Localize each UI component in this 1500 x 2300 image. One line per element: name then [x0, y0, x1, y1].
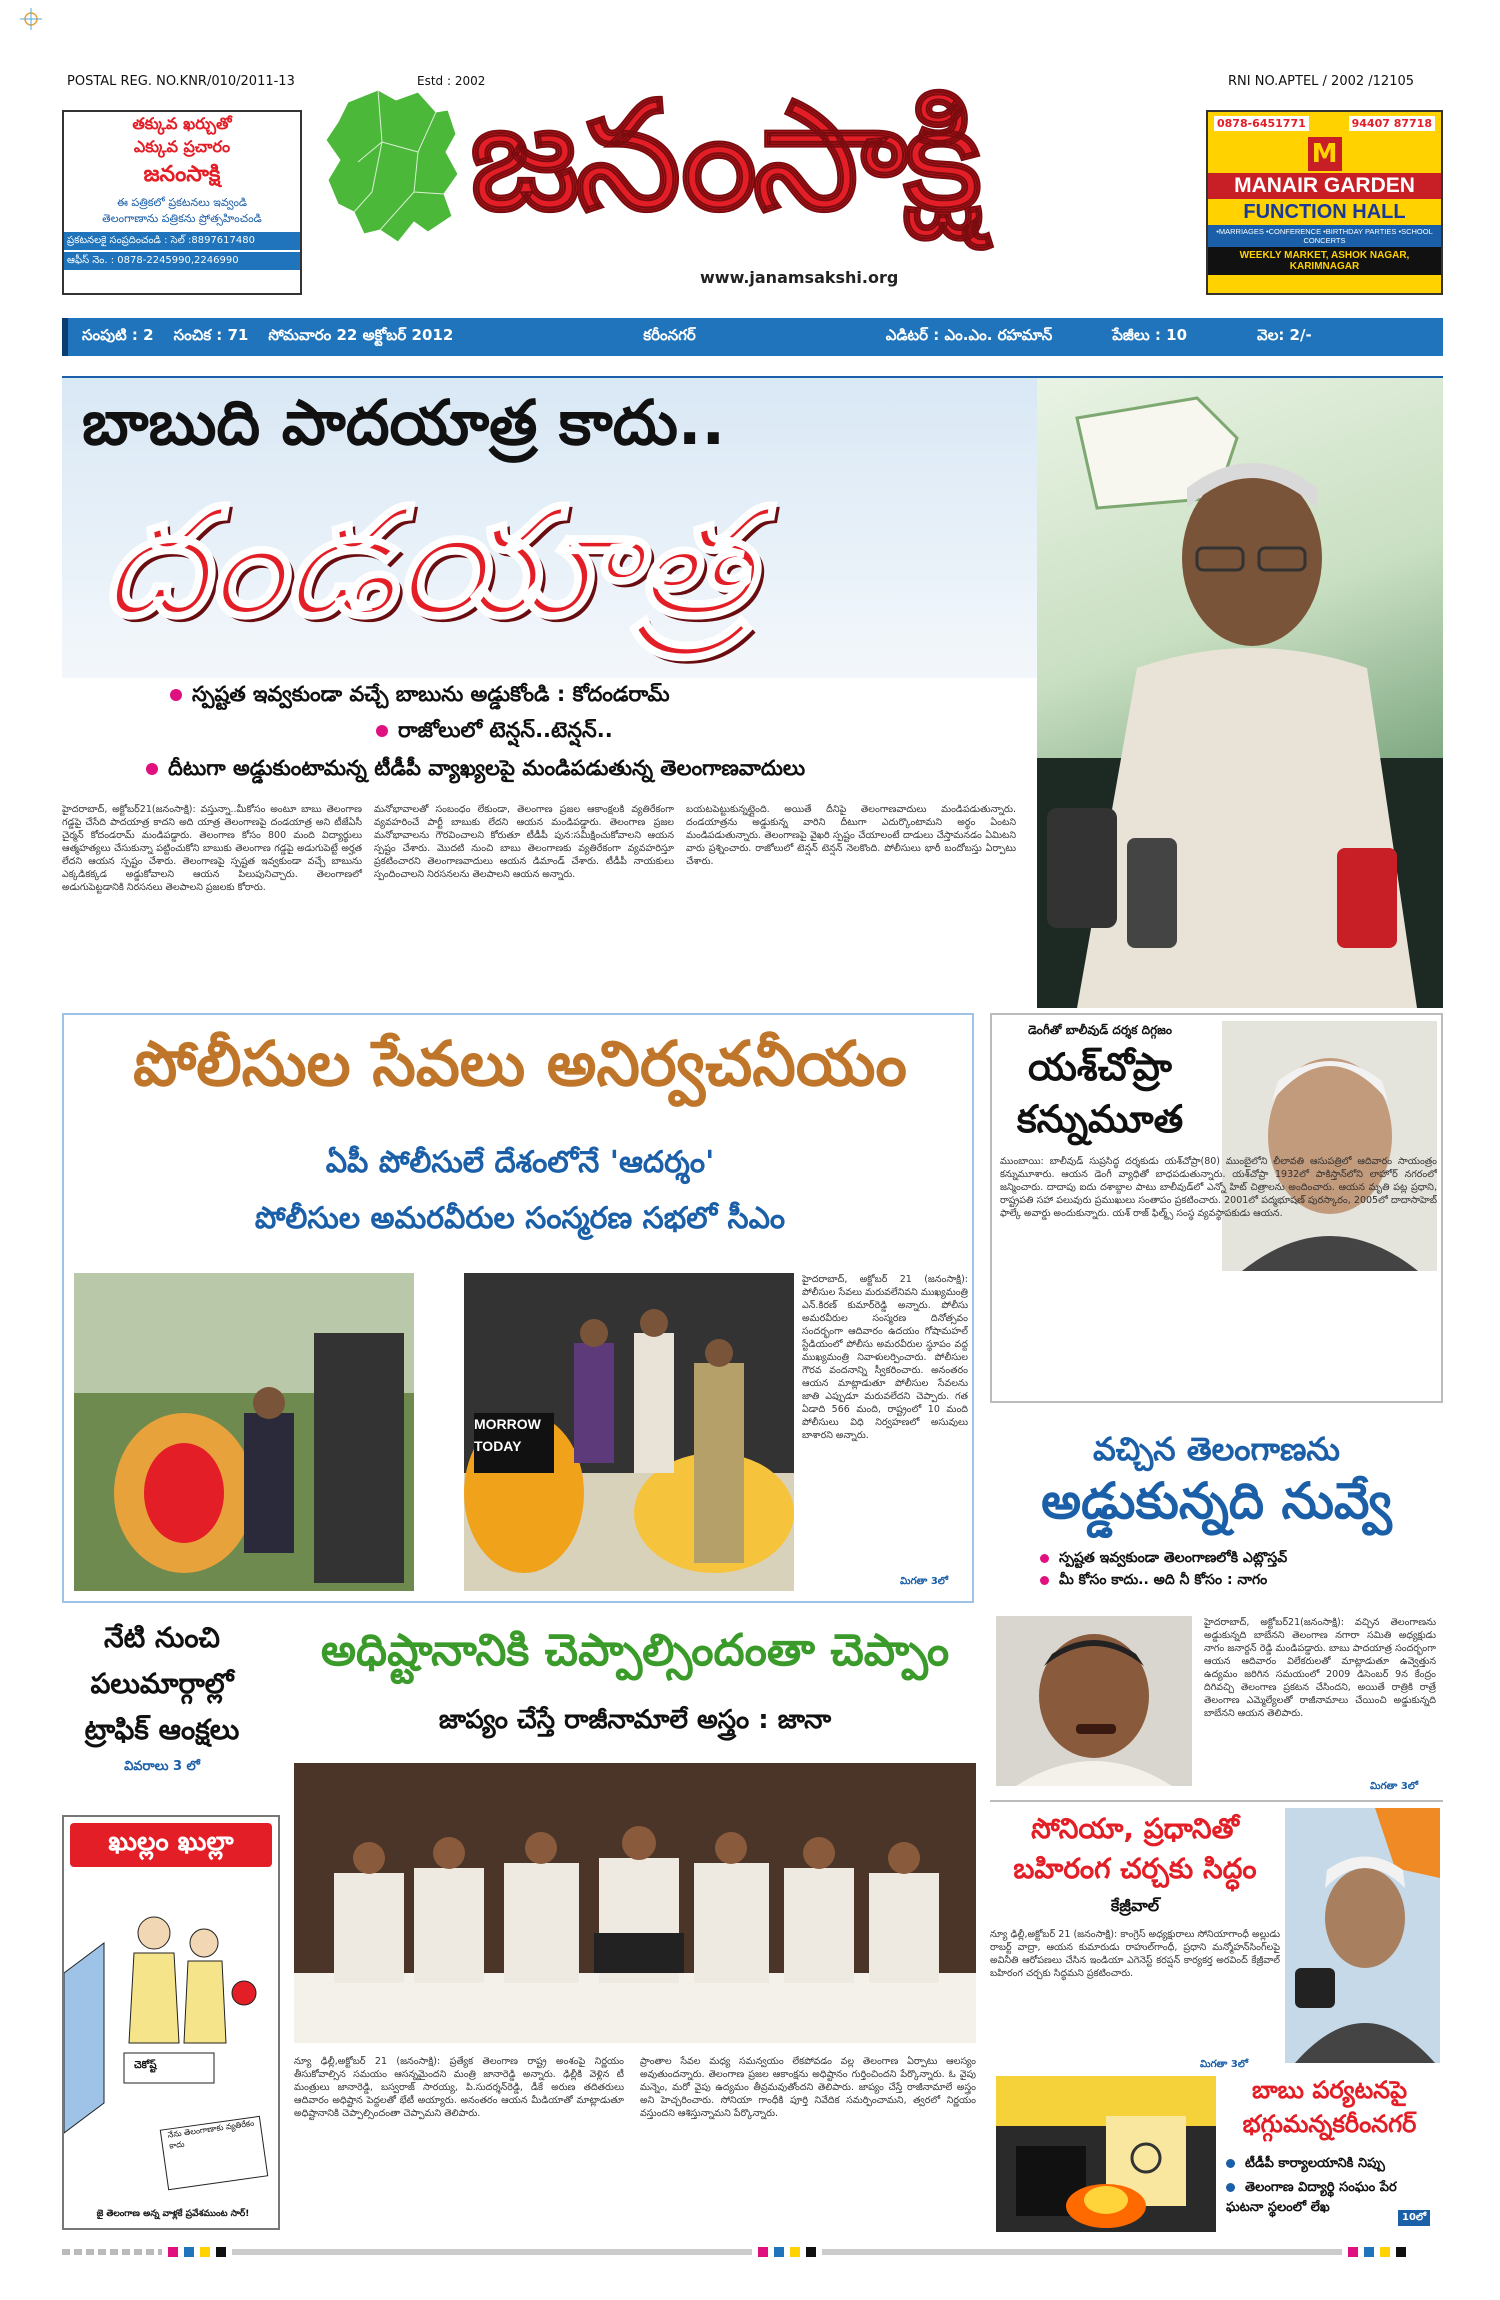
- left-ad-line1: తక్కువ ఖర్చుతో: [132, 114, 232, 133]
- lead-story: [62, 376, 1443, 1006]
- nagam-photo: [996, 1616, 1192, 1786]
- babu-line2: భగ్గుమన్నకరీంనగర్: [1242, 2110, 1417, 2138]
- sonia-sub: కేజ్రీవాల్: [1110, 1896, 1160, 1915]
- pages: పేజీలు : 10: [1112, 326, 1188, 344]
- vachina-bullet-2: మీ కోసం కాదు.. అది నీ కోసం : నాగం: [1040, 1572, 1287, 1594]
- left-ad-line2: ఎక్కువ ప్రచారం: [133, 137, 231, 156]
- traffic-more[interactable]: వివరాలు 3 లో: [124, 1759, 200, 1774]
- babu-section: [990, 2070, 1443, 2238]
- babu-line1: బాబు పర్యటనపై: [1251, 2076, 1408, 2104]
- editor: ఎడిటర్ : ఎం.ఎం. రహమాన్: [885, 326, 1053, 344]
- babu-more[interactable]: 10లో: [1398, 2210, 1430, 2226]
- right-ad-sub: FUNCTION HALL: [1243, 201, 1406, 223]
- lead-bullet-2: రాజోలులో టెన్షన్..టెన్షన్..: [170, 712, 805, 748]
- yash-headline1: యశ్‌చోప్రా: [1028, 1045, 1172, 1089]
- telangana-map-icon: [318, 82, 468, 250]
- established-year: Estd : 2002: [417, 74, 486, 88]
- left-ad-line3: ఈ పత్రికలో ప్రకటనలు ఇవ్వండి: [116, 196, 248, 209]
- adhishtanam-photo: [294, 1763, 976, 2043]
- lead-body-col2: మనోభావాలతో సంబంధం లేకుండా, తెలంగాణ ప్రజల ఆకాంక్షలకి వ్యతిరేకంగా వ్యవహరించే పార్టీ బాబుకు లేదని ఆయన మండిపడ్డారు. తెలంగాణ ప్రజల మనోభావాలను గౌరవించాలని కోరుతూ టీడీపీ పున:సమీక్షించుకోవాలని ఆయన స్పష్టం చేశారు. మొదటి నుంచి బాబు తెలంగాణకు వ్యతిరేకంగా వ్యవహరిస్తూ ప్రకటించారని తెలంగాణవాదులు ఆయన డిమాండ్ చేశారు. టీడీపీ నాయకులు స్పందించాలని నిరసనలను తెలపాలని ఆయన అన్నారు.: [374, 804, 674, 880]
- nagam-section: [990, 1610, 1443, 1795]
- registration-bar: [62, 2246, 1443, 2258]
- manair-logo: M: [1308, 137, 1342, 171]
- babu-bullet-2: తెలంగాణ విద్యార్థి సంఘం పేర ఘటనా స్థలంలో లేఖ: [1226, 2180, 1397, 2215]
- vachina-section: [990, 1410, 1443, 1600]
- vachina-line1: వచ్చిన తెలంగాణను: [1093, 1430, 1340, 1468]
- right-ad-phone1: 0878-6451771: [1214, 116, 1309, 131]
- right-ad-name: MANAIR GARDEN: [1208, 173, 1441, 199]
- fire-photo: [996, 2076, 1216, 2232]
- right-ad-address: WEEKLY MARKET, ASHOK NAGAR, KARIMNAGAR: [1208, 247, 1441, 275]
- lead-body-col3: బయటపెట్టుకున్నట్లైంది. అయితే దీనిపై తెలంగాణవాదులు మండిపడుతున్నారు. దండయాత్రను అడ్డుకున్న వారిని దీటుగా ఎదుర్కొంటామని అర్థం ఏంటని మండిపడుతున్నారు. తెలంగాణపై వైఖరి స్పష్టం చేయాలంటే దాడులు చేస్తామనడం ఏమిటని వారు ప్రశ్నించారు. రాజోలులో టెన్షన్ టెన్షన్ నెలకొంది. పోలీసులు భారీ బందోబస్తు ఏర్పాటు చేశారు.: [686, 804, 1016, 867]
- yash-kicker: డెంగీతో బాలీవుడ్ దర్శక దిగ్గజం: [1028, 1023, 1172, 1037]
- right-ad-services: •MARRIAGES •CONFERENCE •BIRTHDAY PARTIES •SCHOOL CONCERTS: [1208, 225, 1441, 247]
- sonia-line2: బహిరంగ చర్చకు సిద్ధం: [1013, 1852, 1257, 1885]
- adhishtanam-section: [290, 1615, 980, 2235]
- nagam-more[interactable]: మిగతా 3లో: [1370, 1781, 1419, 1792]
- cartoon-section: [62, 1815, 280, 2230]
- postal-reg: POSTAL REG. NO.KNR/010/2011-13: [67, 74, 295, 89]
- left-ad-office: ఆఫీస్ నెం. : 0878-2245990,2246990: [64, 252, 300, 270]
- newspaper-title: జనంసాక్షి: [470, 70, 978, 244]
- kejriwal-photo: [1285, 1808, 1440, 2063]
- info-bar: [62, 318, 1443, 356]
- police-photo-2: [464, 1273, 794, 1591]
- left-ad-brand: జనంసాక్షి: [143, 162, 221, 187]
- cartoon-title: ఖుల్లం ఖుల్లా: [70, 1823, 272, 1867]
- traffic-line3: ట్రాఫిక్ ఆంక్షలు: [84, 1713, 240, 1746]
- traffic-section: [62, 1615, 262, 1805]
- date: సోమవారం 22 అక్టోబర్ 2012: [268, 326, 454, 344]
- adhishtanam-body-col1: న్యూ ఢిల్లీ,అక్టోబర్ 21 (జనంసాక్షి): ప్రత్యేక తెలంగాణ రాష్ట్ర అంశంపై నిర్ణయం తీసుకోవాల్సిన సమయం ఆసన్నమైందని మంత్రి జానారెడ్డి అన్నారు. ఢిల్లీకి వెళ్లిన టీ మంత్రులు జానారెడ్డి, బస్వరాజ్ సారయ్య, పి.సుదర్శన్‌రెడ్డి, డీకే అరుణ తదితరులు ఆదివారం అధిష్టాన పెద్దలతో భేటీ అయ్యారు. అనంతరం ఆయన మీడియాతో మాట్లాడుతూ అధిష్టానానికి చెప్పాల్సిందంతా చెప్పామని తెలిపారు.: [294, 2056, 624, 2119]
- police-sub1: ఏపీ పోలీసులే దేశంలోనే 'ఆదర్శం': [325, 1145, 715, 1180]
- sonia-section: [990, 1800, 1443, 2070]
- yash-headline2: కన్నుమూత: [1016, 1097, 1184, 1141]
- adhishtanam-headline: అధిష్టానానికి చెప్పాల్సిందంతా చెప్పాం: [320, 1625, 950, 1676]
- yash-body: ముంబాయి: బాలీవుడ్ సుప్రసిద్ధ దర్శకుడు యశ్‌చోప్రా(80) ముంబైలోని లీలావతి ఆసుపత్రిలో ఆదివారం సాయంత్రం కన్నుమూశారు. ఆయన డెంగీ వ్యాధితో బాధపడుతున్నారు. యశ్‌చోప్రా 1932లో పాకిస్తాన్‌లోని లాహోర్ నగరంలో జన్మించారు. దాదాపు ఐదు దశాబ్దాల పాటు బాలీవుడ్‌లో ఎన్నో హిట్ చిత్రాలను అందించారు. ఆయన మృతి పట్ల ప్రధాని, రాష్ట్రపతి సహా పలువురు ప్రముఖులు సంతాపం ప్రకటించారు. 2001లో పద్మభూషణ్ పురస్కారం, 2005లో దాదాసాహెబ్ ఫాల్కే అవార్డు అందుకున్నారు. యశ్ రాజ్ ఫిల్మ్స్ సంస్థ వ్యవస్థాపకుడు ఆయన.: [1000, 1156, 1437, 1219]
- adhishtanam-sub: జాప్యం చేస్తే రాజీనామాలే అస్త్రం : జానా: [438, 1705, 832, 1735]
- lead-headline: దండయాత్ర: [102, 476, 753, 650]
- right-ad-box: [1206, 110, 1443, 295]
- vachina-line2: అడ్డుకున్నది నువ్వే: [1041, 1472, 1392, 1530]
- police-photo-sign: MORROW TODAY: [474, 1416, 541, 1454]
- traffic-line2: పలుమార్గాల్లో: [90, 1667, 234, 1700]
- cartoon-illustration: [64, 1873, 278, 2203]
- nagam-body: హైదరాబాద్, అక్టోబర్21(జనంసాక్షి): వచ్చిన తెలంగాణను అడ్డుకున్నది బాబేనని తెలంగాణ నగారా సమితి అధ్యక్షుడు నాగం జనార్దన్ రెడ్డి మండిపడ్డారు. బాబు పాదయాత్ర సందర్భంగా ఆయన ఆదివారం విలేకరులతో మాట్లాడుతూ ఉవ్వెత్తున ఉద్యమం జరిగిన సమయంలో 2009 డిసెంబర్ 9న కేంద్రం దిగివచ్చి తెలంగాణ ప్రకటన చేసిందని, అయితే రాత్రికి రాత్రే తెలంగాణ ఎమ్మెల్యేలతో రాజీనామాలు చేయించి అడ్డుకున్నది బాబేనని ఆయన తెలిపారు.: [1204, 1617, 1436, 1719]
- right-ad-phone2: 94407 87718: [1349, 116, 1435, 131]
- police-section: [62, 1013, 974, 1603]
- lead-body-col1: హైదరాబాద్, అక్టోబర్21(జనంసాక్షి): వస్తున్నా..మీకోసం అంటూ బాబు తెలంగాణ గడ్డపై చేసేది పాదయాత్ర కాదని అది యాత్ర తెలంగాణపై దండయాత్ర అని టీజేఏసీ చైర్మన్ కోదండరామ్ మండిపడ్డారు. తెలంగాణ కోసం 800 మంది విద్యార్థులు ఆత్మహత్యలు చేసుకున్నా పట్టించుకోని బాబుకు తెలంగాణ గడ్డపై అడుగుపెట్టే అర్హత లేదని ఆయన స్పష్టం చేశారు. తెలంగాణపై స్పష్టత ఇవ్వకుండా వచ్చే బాబును ఎక్కడికక్కడ అడ్డుకోవాలని ఆయన పిలుపునిచ్చారు. తెలంగాణలో అడుగుపెట్టడానికి నిరసనలు తెలపాలని ప్రజలకు కోరారు.: [62, 804, 362, 893]
- sonia-line1: సోనియా, ప్రధానితో: [1031, 1812, 1239, 1845]
- city: కరీంనగర్: [643, 326, 696, 344]
- price: వెల: 2/-: [1257, 326, 1312, 344]
- lead-kicker: బాబుది పాదయాత్ర కాదు..: [82, 386, 726, 459]
- police-headline: పోలీసుల సేవలు అనిర్వచనీయం: [133, 1027, 907, 1100]
- lead-photo: [1037, 378, 1443, 1008]
- left-ad-box: [62, 110, 302, 295]
- adhishtanam-body-col2: ప్రాంతాల సేవల మధ్య సమన్వయం లేకపోవడం వల్ల తెలంగాణ ఏర్పాటు ఆలస్యం అవుతుందన్నారు. తెలంగాణ ప్రజల ఆకాంక్షను అధిష్టానం గుర్తించిందని పేర్కొన్నారు. ఓ వైపు మన్నెం, మరో వైపు ఉద్యమం తీవ్రమవుతోందని తెలిపారు. జాప్యం చేస్తే రాజీనామాలే అస్త్రం అని హెచ్చరించారు. సోనియా గాంధీకి పూర్తి నివేదిక సమర్పించామని, త్వరలో నిర్ణయం వస్తుందని ఆశిస్తున్నామని పేర్కొన్నారు.: [640, 2056, 976, 2119]
- police-sub2: పోలీసుల అమరవీరుల సంస్మరణ సభలో సీఎం: [254, 1201, 786, 1236]
- police-photo-1: [74, 1273, 414, 1591]
- left-ad-line4: తెలంగాణాను పత్రికను ప్రోత్సహించండి: [102, 212, 262, 225]
- police-more[interactable]: మిగతా 3లో: [900, 1576, 949, 1587]
- traffic-line1: నేటి నుంచి: [103, 1621, 220, 1654]
- crop-mark: [20, 8, 42, 30]
- babu-bullet-1: టీడీపీ కార్యాలయానికి నిప్పు: [1226, 2156, 1436, 2178]
- left-ad-cell: ప్రకటనలకై సంప్రదించండి : సెల్ :8897617480: [64, 232, 300, 250]
- issue: సంచిక : 71: [173, 326, 249, 344]
- vachina-bullet-1: స్పష్టత ఇవ్వకుండా తెలంగాణలోకి ఎట్లొస్తవ్: [1040, 1550, 1287, 1572]
- police-body: హైదరాబాద్, అక్టోబర్ 21 (జనంసాక్షి): పోలీసుల సేవలు మరువలేనివని ముఖ్యమంత్రి ఎన్.కిరణ్ కుమార్‌రెడ్డి అన్నారు. పోలీసు అమరవీరుల సంస్మరణ దినోత్సవం సందర్భంగా ఆదివారం ఉదయం గోషామహల్ స్టేడియంలో పోలీసు అమరవీరుల స్థూపం వద్ద ముఖ్యమంత్రి నివాళులర్పించారు. పోలీసుల గౌరవ వందనాన్ని స్వీకరించారు. అనంతరం ఆయన మాట్లాడుతూ పోలీసుల సేవలను జాతి ఎప్పుడూ మరువలేదని చెప్పారు. గత ఏడాది 566 మంది, రాష్ట్రంలో 10 మంది పోలీసులు విధి నిర్వహణలో అసువులు బాశారని అన్నారు.: [802, 1274, 968, 1441]
- sonia-more[interactable]: మిగతా 3లో: [1200, 2059, 1249, 2070]
- cartoon-sign2: నేను తెలంగాణాకు వ్యతిరేకం కాదు: [167, 2118, 255, 2151]
- sonia-body: న్యూ ఢిల్లీ,అక్టోబర్ 21 (జనంసాక్షి): కాంగ్రెస్ అధ్యక్షురాలు సోనియాగాంధీ అల్లుడు రాబర్ట్ వాద్రా, ఆయన కుమారుడు రాహుల్‌గాంధీ, ప్రధాని మన్మోహన్‌సింగ్‌లపై అవినీతి ఆరోపణలు చేసిన ఇండియా ఎగెనెస్ట్ కరప్షన్ కార్యకర్త అరవింద్ కేజ్రీవాల్ బహిరంగ చర్చకు సిద్ధమని ప్రకటించారు.: [990, 1929, 1280, 1979]
- rni-number: RNI NO.APTEL / 2002 /12105: [1228, 74, 1415, 89]
- cartoon-caption: జై తెలంగాణ అన్న వాళ్లకే ప్రవేశముంట సార్!: [96, 2209, 250, 2219]
- volume: సంపుటి : 2: [82, 326, 154, 344]
- website[interactable]: www.janamsakshi.org: [700, 268, 899, 287]
- cartoon-sign1: చెకోష్ట్: [134, 2060, 157, 2071]
- lead-bullet-1: స్పష్టత ఇవ్వకుండా వచ్చే బాబును అడ్డుకోండి : కోదండరామ్: [170, 676, 805, 712]
- lead-bullet-3: దీటుగా అడ్డుకుంటామన్న టీడీపీ వ్యాఖ్యలపై మండిపడుతున్న తెలంగాణవాదులు: [146, 748, 805, 788]
- yash-section: [990, 1013, 1443, 1403]
